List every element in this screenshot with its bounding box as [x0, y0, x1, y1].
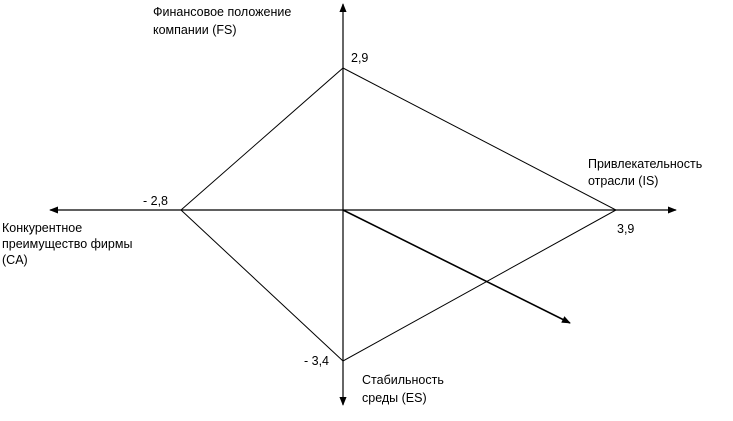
ca-axis-label: [2, 221, 136, 267]
is-axis-label-line2: отрасли (IS): [588, 174, 659, 188]
is-value: 3,9: [617, 222, 635, 236]
fs-axis-label: [153, 5, 295, 37]
es-axis-label-line2: среды (ES): [362, 391, 427, 405]
strategic-position-polygon: [181, 68, 616, 361]
resultant-vector-arrow: [343, 210, 570, 323]
fs-axis-label-line2: компании (FS): [153, 23, 237, 37]
fs-axis-label-line1: Финансовое положение: [153, 5, 292, 19]
fs-value: 2,9: [351, 51, 369, 65]
ca-value: - 2,8: [143, 194, 169, 208]
ca-axis-label-line3: (CA): [2, 253, 28, 267]
is-axis-label: [588, 157, 706, 188]
es-value: - 3,4: [304, 354, 330, 368]
ca-axis-label-line2: преимущество фирмы: [2, 237, 133, 251]
ca-axis-label-line1: Конкурентное: [2, 221, 83, 235]
es-axis-label-line1: Стабильность: [362, 373, 444, 387]
es-axis-label: [362, 373, 447, 405]
is-axis-label-line1: Привлекательность: [588, 157, 703, 171]
